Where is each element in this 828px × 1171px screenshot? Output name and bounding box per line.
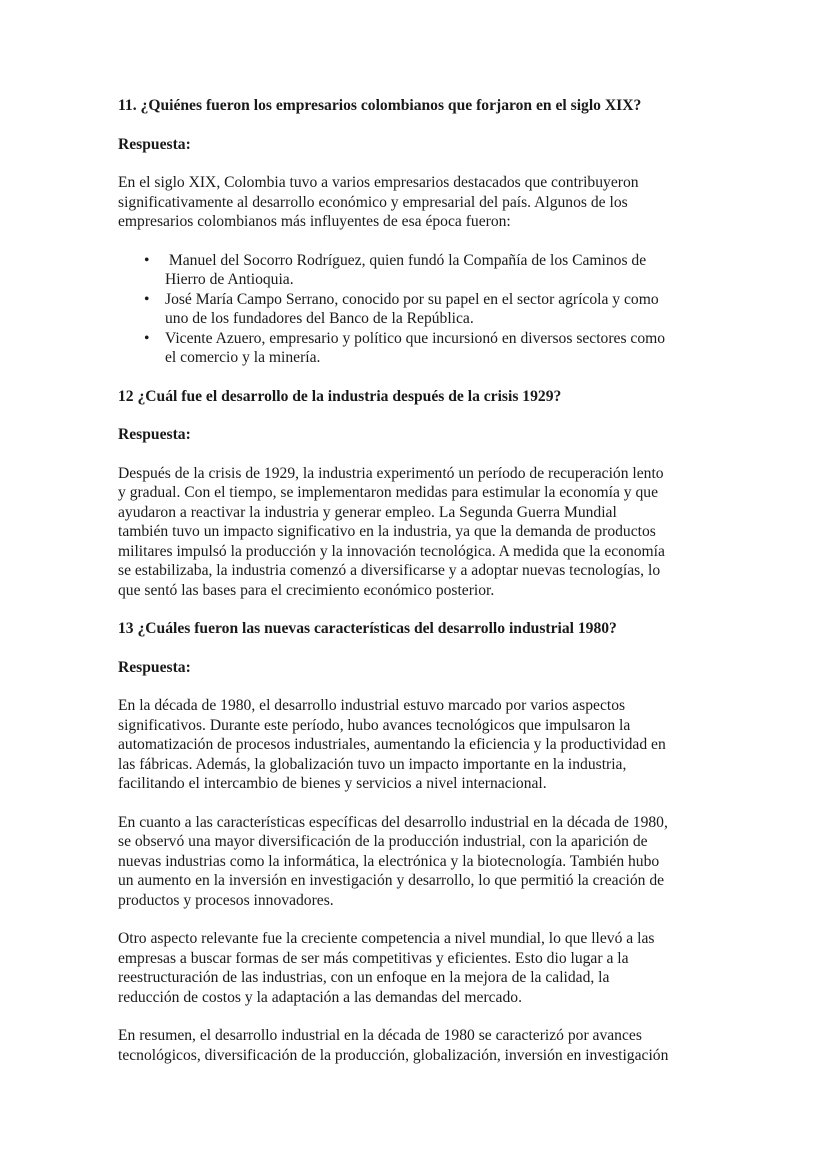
text-line: En la década de 1980, el desarrollo industrial estuvo marcado por varios aspectos — [118, 697, 626, 714]
document-page — [118, 96, 712, 1065]
text-line: militares impulsó la producción y la innovación tecnológica. A medida que la economía — [118, 542, 665, 560]
text-line: automatización de procesos industriales, aumentando la eficiencia y la productividad en — [118, 736, 666, 753]
text-line: Otro aspecto relevante fue la creciente competencia a nivel mundial, lo que llevó a las — [118, 930, 655, 947]
text-line: En el siglo XIX, Colombia tuvo a varios empresarios destacados que contribuyeron — [118, 174, 639, 191]
bullet-icon: • — [144, 329, 150, 347]
answer-label: Respuesta: — [118, 426, 191, 443]
text-line: reducción de costos y la adaptación a las demandas del mercado. — [118, 988, 522, 1006]
text-line: En cuanto a las características específicas del desarrollo industrial en la década de 1980, — [118, 813, 668, 831]
text-line: uno de los fundadores del Banco de la República. — [165, 310, 474, 327]
text-line: Hierro de Antioquia. — [165, 271, 294, 288]
text-line: tecnológicos, diversificación de la producción, globalización, inversión en investigación — [118, 1046, 669, 1064]
text-line: las fábricas. Además, la globalización tuvo un impacto importante en la industria, — [118, 755, 627, 773]
text-line: empresarios colombianos más influyentes de esa época fueron: — [118, 213, 511, 230]
text-line: Después de la crisis de 1929, la industria experimentó un período de recuperación lento — [118, 464, 664, 482]
question-12-heading: 12 ¿Cuál fue el desarrollo de la industria después de la crisis 1929? — [118, 387, 562, 405]
text-line: que sentó las bases para el crecimiento económico posterior. — [118, 581, 495, 599]
text-line: también tuvo un impacto significativo en la industria, ya que la demanda de productos — [118, 523, 656, 540]
entrepreneurs-list — [118, 251, 712, 368]
question-13-paragraph-4 — [118, 1026, 712, 1065]
text-line: productos y procesos innovadores. — [118, 891, 334, 909]
text-line: ayudaron a reactivar la industria y generar empleo. La Segunda Guerra Mundial — [118, 503, 617, 521]
text-line: nuevas industrias como la informática, la electrónica y la biotecnología. También hubo — [118, 852, 660, 870]
bullet-icon: • — [144, 290, 150, 308]
text-line: significativamente al desarrollo económico y empresarial del país. Algunos de los — [118, 193, 628, 211]
text-line: Manuel del Socorro Rodríguez, quien fundó la Compañía de los Caminos de — [165, 251, 647, 269]
bullet-icon: • — [144, 251, 150, 269]
question-11-intro — [118, 173, 712, 232]
text-line: Vicente Azuero, empresario y político que incursionó en diversos sectores como — [165, 329, 666, 347]
text-line: se observó una mayor diversificación de la producción industrial, con la aparición de — [118, 833, 648, 850]
text-line: reestructuración de las industrias, con un enfoque en la mejora de la calidad, la — [118, 969, 610, 986]
text-line: José María Campo Serrano, conocido por su papel en el sector agrícola y como — [165, 290, 659, 308]
question-13-heading: 13 ¿Cuáles fueron las nuevas características del desarrollo industrial 1980? — [118, 620, 617, 637]
list-item — [118, 290, 712, 329]
list-item — [118, 329, 712, 368]
answer-label: Respuesta: — [118, 658, 191, 676]
text-line: un aumento en la inversión en investigación y desarrollo, lo que permitió la creación de — [118, 872, 665, 889]
text-line: En resumen, el desarrollo industrial en la década de 1980 se caracterizó por avances — [118, 1027, 642, 1044]
question-13-paragraph-2 — [118, 813, 712, 911]
text-line: facilitando el intercambio de bienes y servicios a nivel internacional. — [118, 775, 547, 792]
question-13-paragraph-1 — [118, 696, 712, 794]
question-13-paragraph-3 — [118, 929, 712, 1007]
list-item — [118, 251, 712, 290]
text-line: el comercio y la minería. — [165, 349, 321, 366]
question-12-answer — [118, 464, 712, 601]
question-11-heading: 11. ¿Quiénes fueron los empresarios colombianos que forjaron en el siglo XIX? — [118, 97, 642, 114]
text-line: significativos. Durante este período, hubo avances tecnológicos que impulsaron la — [118, 716, 631, 734]
text-line: y gradual. Con el tiempo, se implementaron medidas para estimular la economía y que — [118, 484, 658, 501]
text-line: se estabilizaba, la industria comenzó a diversificarse y a adoptar nuevas tecnologías, lo — [118, 562, 661, 579]
answer-label: Respuesta: — [118, 135, 191, 153]
text-line: empresas a buscar formas de ser más competitivas y eficientes. Esto dio lugar a la — [118, 949, 629, 967]
